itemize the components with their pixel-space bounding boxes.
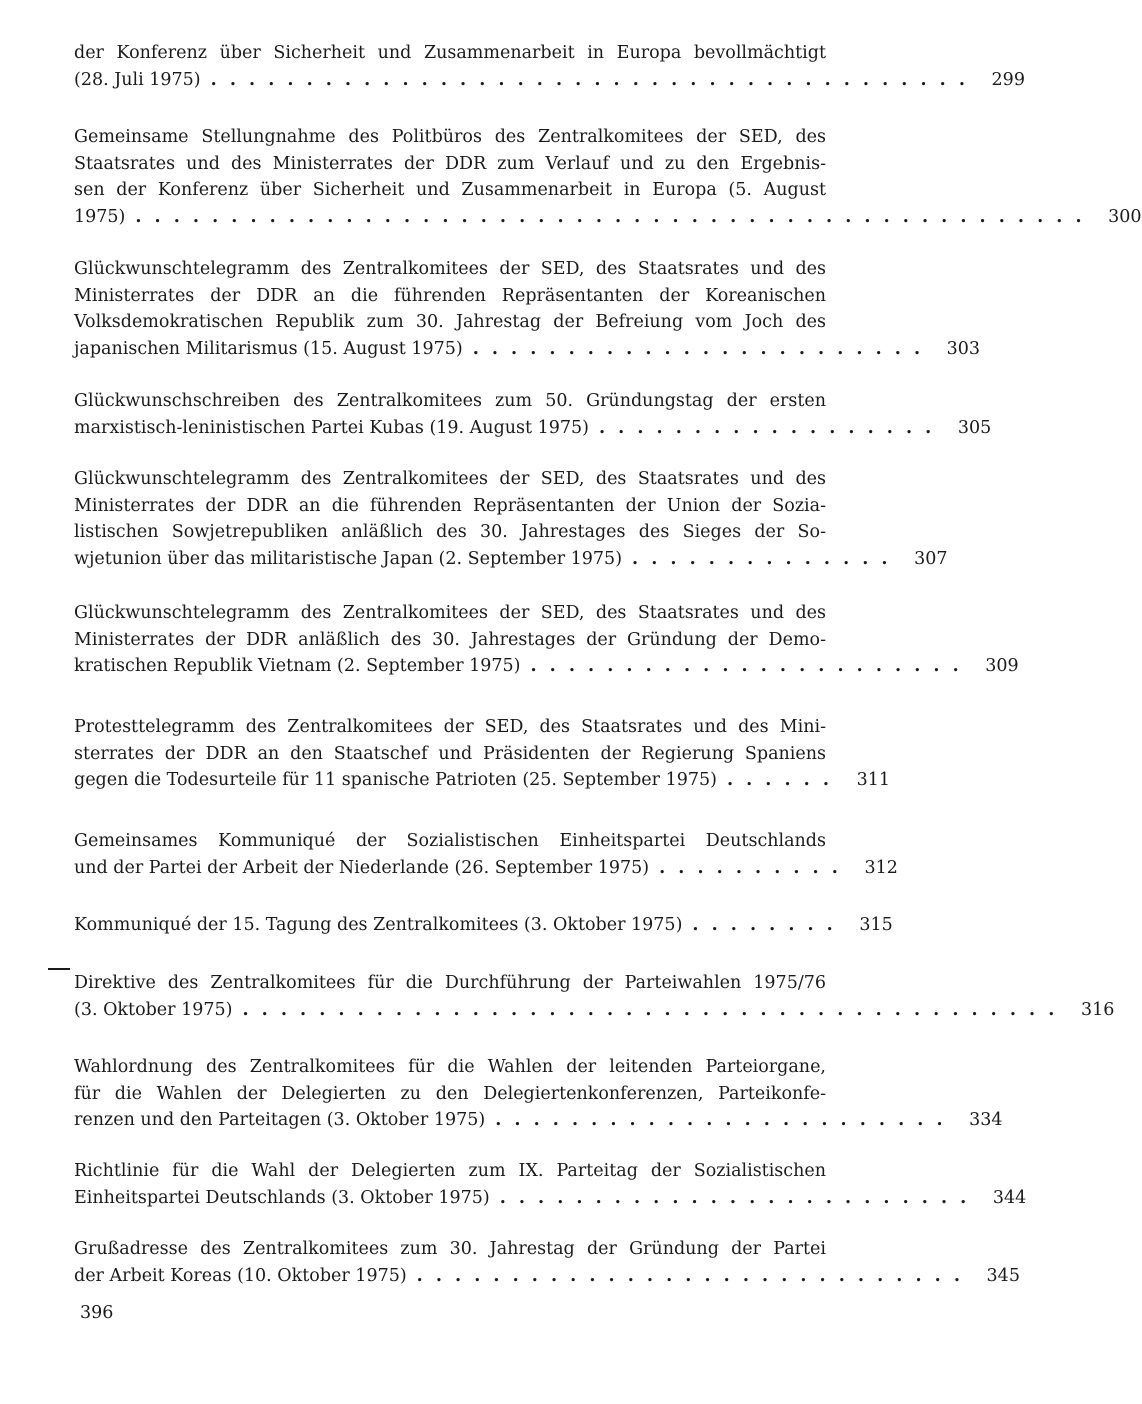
toc-page-number: 345 [986,1265,1020,1286]
toc-entry-line: Glückwunschtelegramm des Zentralkomitees der SED, des Staatsrates und des [74,259,826,279]
toc-entry-line: Ministerrates der DDR an die führenden Repräsentanten der Koreanischen [74,285,826,306]
toc-entry-last-line: der Arbeit Koreas (10. Oktober 1975) . . . . . . . . . . . . . . . . . . . . . . . . . . . . . 345 [74,1263,890,1290]
dot-leader: . . . . . . . . . . . . . . [632,548,888,569]
toc-entry-line: Glückwunschtelegramm des Zentralkomitees der SED, des Staatsrates und des [74,469,826,489]
toc-entry-line: Direktive des Zentralkomitees für die Durchführung der Parteiwahlen 1975/76 [74,973,826,993]
toc-page-number: 303 [946,338,981,359]
margin-mark [48,968,70,970]
toc-entry-line: Glückwunschtelegramm des Zentralkomitees der SED, des Staatsrates und des [74,603,826,623]
toc-entry [74,256,981,362]
dot-leader: . . . . . . . . [692,915,833,935]
toc-entry-line: sterrates der DDR an den Staatschef und Präsidenten der Regierung Spaniens [74,743,826,764]
toc-page-number: 307 [914,548,948,569]
toc-entry [74,40,1025,93]
toc-entry [74,388,992,441]
toc-entry [74,828,898,881]
toc-entry [74,600,1019,680]
toc-entry-line: für die Wahlen der Delegierten zu den Delegiertenkonferenzen, Parteikonfe- [74,1083,826,1104]
toc-page-number: 300 [1108,206,1142,227]
dot-leader: . . . . . . . . . . . . . . . . . . . . . . . . . . . . . . . . . . . . . . . . . . . . . . . . . . [135,206,1082,227]
dot-leader: . . . . . . . . . . . . . . . . . . . . . . . [530,656,959,676]
toc-entry-last-line: japanischen Militarismus (15. August 1975) . . . . . . . . . . . . . . . . . . . . . . . . 303 [74,336,890,363]
toc-entry [74,1236,1020,1289]
dot-leader: . . . . . . . . . . . . . . . . . . . . . . . . . . . . . . . . . . . . . . . . [210,69,965,90]
page-number-footer: 396 [80,1303,114,1323]
toc-entry-line: Richtlinie für die Wahl der Delegierten zum IX. Parteitag der Sozialistischen [74,1161,826,1181]
toc-entry-line: Gemeinsame Stellungnahme des Politbüros des Zentralkomitees der SED, des [74,127,826,147]
toc-entry-last-line: 1975) . . . . . . . . . . . . . . . . . . . . . . . . . . . . . . . . . . . . . . . . . . . . . . . . . . 300 [74,204,890,231]
toc-page-number: 344 [992,1187,1027,1208]
toc-entry-line: Gemeinsames Kommuniqué der Sozialistischen Einheitspartei Deutschlands [74,831,826,851]
toc-entry [74,912,893,939]
toc-entry [74,714,890,794]
dot-leader: . . . . . . . . . . . . . . . . . . [599,417,932,438]
dot-leader: . . . . . . . . . . . . . . . . . . . . . . . . [495,1110,943,1130]
toc-entry [74,466,948,572]
toc-entry-line: Wahlordnung des Zentralkomitees für die Wahlen der leitenden Parteiorgane, [74,1057,826,1077]
toc-entry-last-line: gegen die Todesurteile für 11 spanische Patrioten (25. September 1975) . . . . . . 311 [74,767,890,794]
toc-entry-line: Staatsrates und des Ministerrates der DDR zum Verlauf und zu den Ergebnis- [74,153,826,174]
toc-entry-line: der Konferenz über Sicherheit und Zusammenarbeit in Europa bevollmächtigt [74,43,826,63]
toc-entry-last-line: marxistisch-leninistischen Partei Kubas (19. August 1975) . . . . . . . . . . . . . . . . . . 305 [74,415,890,442]
toc-page-number: 309 [985,656,1019,676]
toc-entry-last-line: kratischen Republik Vietnam (2. September 1975) . . . . . . . . . . . . . . . . . . . . . . . 309 [74,653,890,680]
toc-entry-last-line: und der Partei der Arbeit der Niederlande (26. September 1975) . . . . . . . . . . 312 [74,855,890,882]
toc-page-number: 305 [957,417,992,438]
toc-page-number: 312 [864,857,898,878]
toc-page-number: 299 [991,69,1025,90]
dot-leader: . . . . . . . . . . . . . . . . . . . . . . . . [472,338,921,359]
toc-page-number: 316 [1080,999,1115,1020]
toc-page-number: 315 [859,915,893,935]
dot-leader: . . . . . . . . . . . . . . . . . . . . . . . . . [499,1187,967,1208]
toc-entry-last-line: renzen und den Parteitagen (3. Oktober 1975) . . . . . . . . . . . . . . . . . . . . . . . . 334 [74,1107,890,1134]
toc-entry [74,124,1142,230]
toc-entry-line: Grußadresse des Zentralkomitees zum 30. Jahrestag der Gründung der Partei [74,1239,826,1259]
toc-entry [74,970,1115,1023]
toc-entry [74,1054,1003,1134]
dot-leader: . . . . . . [726,770,829,790]
dot-leader: . . . . . . . . . . . . . . . . . . . . . . . . . . . . . . . . . . . . . . . . . . . [242,999,1055,1020]
toc-entry [74,1158,1027,1211]
toc-entry-line: Protesttelegramm des Zentralkomitees der SED, des Staatsrates und des Mini- [74,717,826,737]
toc-entry-line: sen der Konferenz über Sicherheit und Zusammenarbeit in Europa (5. August [74,180,826,200]
toc-entry-last-line: (28. Juli 1975) . . . . . . . . . . . . . . . . . . . . . . . . . . . . . . . . . . . . . . . . 299 [74,67,890,94]
toc-entry-line: Glückwunschschreiben des Zentralkomitees zum 50. Gründungstag der ersten [74,391,826,411]
toc-entry-last-line: (3. Oktober 1975) . . . . . . . . . . . . . . . . . . . . . . . . . . . . . . . . . . . . . . . . . . . 316 [74,997,890,1024]
toc-page-number: 334 [969,1110,1003,1130]
toc-entry-line: Ministerrates der DDR an die führenden Repräsentanten der Union der Sozia- [74,495,826,516]
toc-entry-last-line: wjetunion über das militaristische Japan (2. September 1975) . . . . . . . . . . . . . . 307 [74,546,890,573]
toc-entry-last-line: Einheitspartei Deutschlands (3. Oktober 1975) . . . . . . . . . . . . . . . . . . . . . . . . . 344 [74,1185,890,1212]
toc-page-number: 311 [856,770,890,790]
toc-entry-last-line: Kommuniqué der 15. Tagung des Zentralkomitees (3. Oktober 1975) . . . . . . . . 315 [74,912,890,939]
toc-entry-line: listischen Sowjetrepubliken anläßlich des 30. Jahrestages des Sieges der So- [74,522,826,542]
dot-leader: . . . . . . . . . . . . . . . . . . . . . . . . . . . . . [416,1265,960,1286]
toc-entry-line: Ministerrates der DDR anläßlich des 30. Jahrestages der Gründung der Demo- [74,629,826,650]
dot-leader: . . . . . . . . . . [659,857,838,878]
toc-entry-line: Volksdemokratischen Republik zum 30. Jahrestag der Befreiung vom Joch des [74,312,826,332]
